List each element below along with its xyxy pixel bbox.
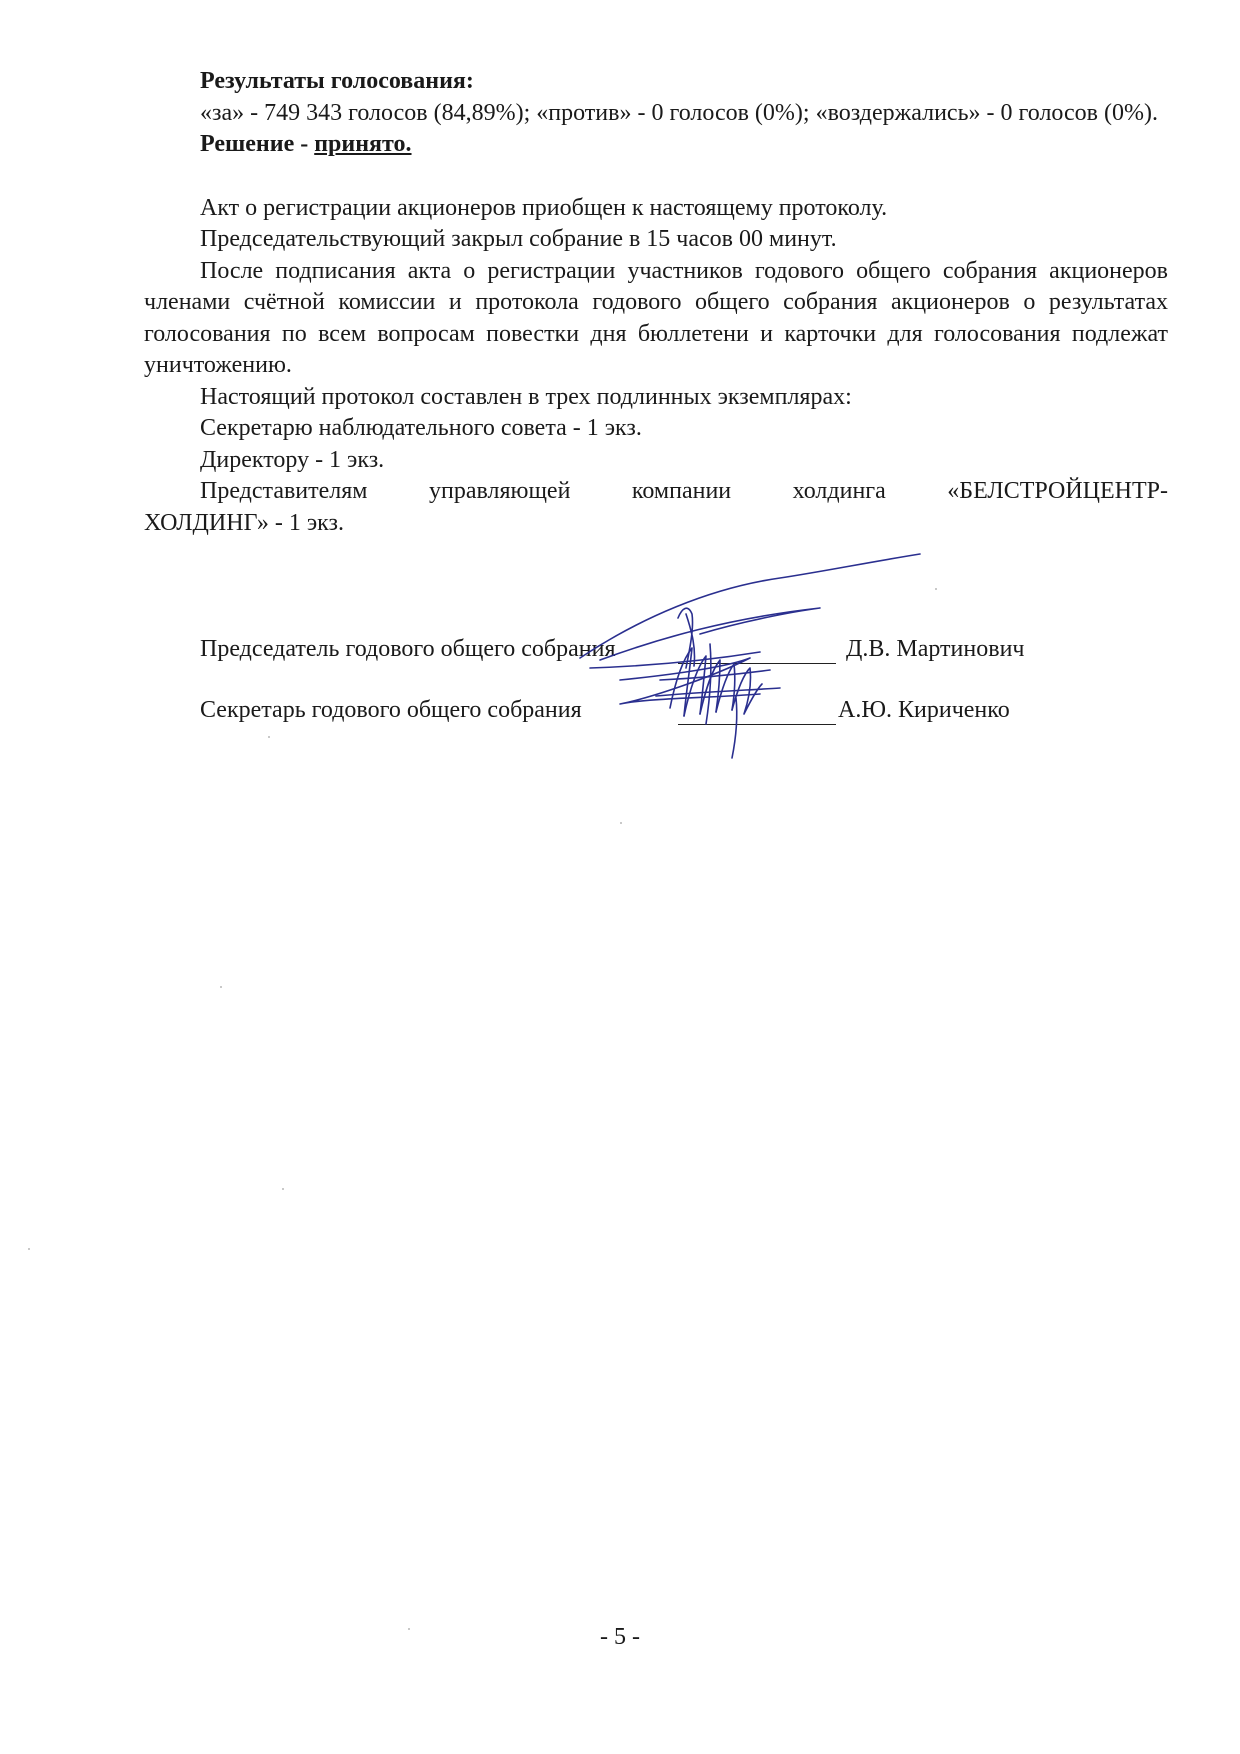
decision-line: [144, 129, 1168, 161]
secretary-role: Секретарь годового общего собрания: [200, 697, 582, 723]
copy-supervisory-board: Секретарю наблюдательного совета - 1 экз.: [200, 415, 642, 441]
scan-speck: [282, 1188, 284, 1190]
handwritten-signature: [560, 548, 940, 788]
voting-results-heading: Результаты голосования:: [200, 68, 474, 94]
page-number: - 5 -: [600, 1624, 640, 1650]
decision-label: Решение -: [200, 131, 315, 157]
decision-value: принято.: [314, 131, 412, 157]
voting-results-line: «за» - 749 343 голосов (84,89%); «против» - 0 голосов (0%); «воздержались» - 0 голосов (0%).: [200, 99, 1158, 126]
copies-paragraph: Настоящий протокол составлен в трех подлинных экземплярах:: [200, 383, 852, 410]
document-body: [144, 66, 1168, 539]
scan-speck: [408, 1628, 410, 1630]
paragraph-gap: [144, 161, 1168, 193]
registration-act-paragraph: Акт о регистрации акционеров приобщен к настоящему протоколу.: [200, 194, 888, 221]
scan-speck: [28, 1248, 30, 1250]
chairman-role: Председатель годового общего собрания: [200, 636, 616, 662]
scan-speck: [620, 822, 622, 824]
meeting-closed-paragraph: Председательствующий закрыл собрание в 15 часов 00 минут.: [200, 226, 837, 252]
scan-speck: [268, 736, 270, 738]
ballots-destruction-paragraph: После подписания акта о регистрации участников годового общего собрания акционеров членами счётной комиссии и протокола годового общего собрания акционеров о результатах голосования по всем вопросам повестки дня бюллетени и карточки для голосования подлежат уничтожению.: [144, 257, 1168, 378]
chairman-name: Д.В. Мартинович: [846, 636, 1025, 662]
copy-director: Директору - 1 экз.: [200, 446, 385, 473]
scan-speck: [220, 986, 222, 988]
copy-holding-line2: ХОЛДИНГ» - 1 экз.: [144, 509, 344, 536]
scan-speck: [935, 588, 937, 590]
secretary-name: А.Ю. Кириченко: [838, 697, 1010, 723]
copy-holding-line1: Представителям управляющей компании холдинга «БЕЛСТРОЙЦЕНТР-: [200, 478, 1168, 504]
